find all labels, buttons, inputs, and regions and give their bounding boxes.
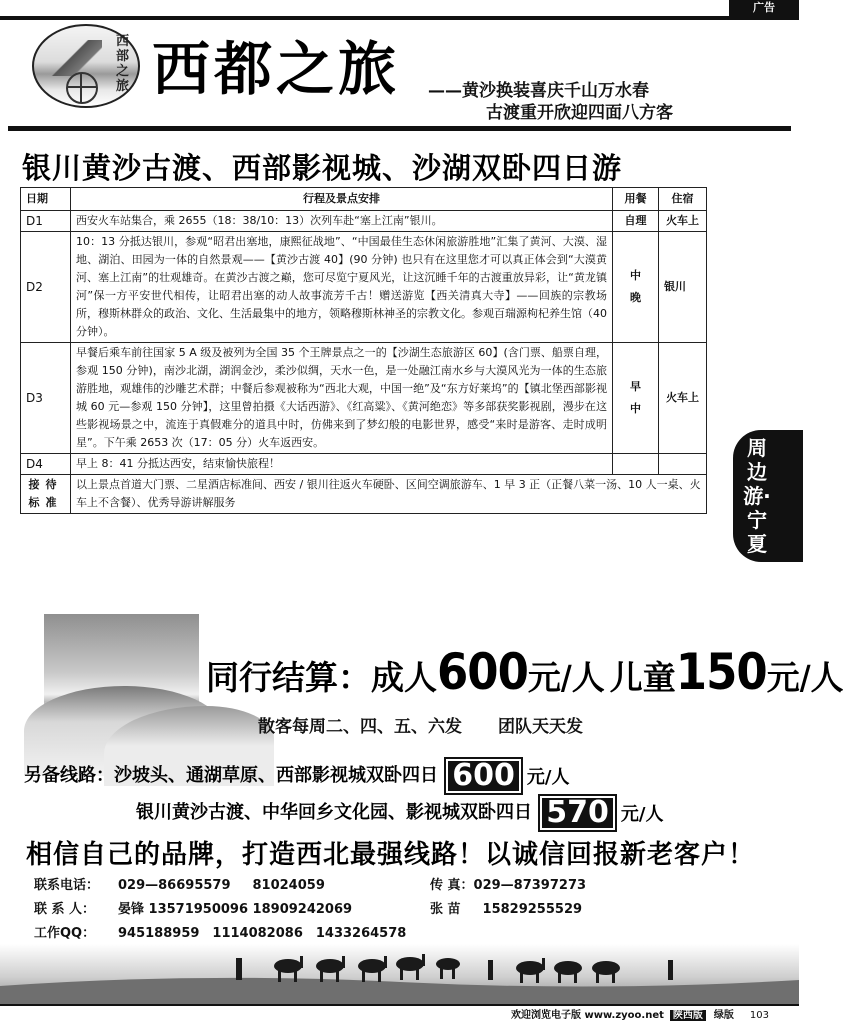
extra-route-1 — [24, 757, 569, 795]
row-day: D2 — [21, 232, 71, 343]
footer-site: 欢迎浏览电子版 www.zyoo.net — [510, 1010, 664, 1021]
service-text: 以上景点首道大门票、二星酒店标准间、西安 / 银川往返火车硬卧、区间空调旅游车、1 早 3 正（正餐八菜一汤、10 人一桌、火车上不含餐）、优秀导游讲解服务 — [71, 475, 707, 514]
phone-1: 029—86695579 — [118, 878, 231, 893]
qq-label: 工作QQ： — [34, 926, 96, 941]
row-day: D1 — [21, 211, 71, 232]
phone-2: 81024059 — [252, 878, 325, 893]
service-label — [21, 475, 71, 514]
qq-numbers: 945188959 1114082086 1433264578 — [118, 926, 407, 941]
service-row — [21, 475, 707, 514]
row-meal — [613, 232, 659, 343]
tagline-line2: 古渡重开欣迎四面八方客 — [486, 103, 673, 123]
header-meal: 用餐 — [613, 188, 659, 211]
departure-schedule: 散客每周二、四、五、六发 — [258, 717, 462, 737]
row-plan: 10：13 分抵达银川，参观“昭君出塞地，康熙征战地”、“中国最佳生态休闲旅游胜地”汇集了黄河、大漠、湿地、湖泊、田园为一体的自然景观——【黄沙古渡 40】(90 分钟) 也只有在这里您才可以真正体会到“大漠黄河、塞上江南”的壮观雄奇。在黄沙古渡之巅，您可尽览宁夏风光，让这沉睡千年的古渡重放异彩，让“黄龙镇河”保一方平安世代相传，让昭君出塞的动人故事流芳千古！赠送游览【西关清真大寺】——回族的宗教场所，穆斯林群众的政治、文化、生活最集中的地方，领略穆斯林神圣的宗教文化。参观百瑞源枸杞养生馆（40 分钟）。 — [71, 232, 613, 343]
fax-label: 传 真： — [430, 878, 474, 893]
caravan-silhouette — [0, 884, 799, 1004]
route1-price: 600 — [444, 757, 523, 795]
row-meal: 自理 — [613, 211, 659, 232]
table-row — [21, 343, 707, 454]
footer-edition: 绿版 — [713, 1010, 734, 1021]
table-row — [21, 211, 707, 232]
row-meal — [613, 454, 659, 475]
route2-name: 银川黄沙古渡、中华回乡文化园、影视城双卧四日 — [136, 802, 532, 823]
row-meal — [613, 343, 659, 454]
child-price: 150 — [675, 643, 767, 701]
price-line — [206, 640, 844, 716]
route1-name: 沙坡头、通湖草原、西部影视城双卧四日 — [114, 765, 438, 786]
row-stay: 银川 — [659, 232, 707, 343]
route2-price: 570 — [538, 794, 617, 832]
row-plan: 早餐后乘车前往国家 5 A 级及被列为全国 35 个王牌景点之一的【沙湖生态旅游区 60】(含门票、船票自理，参观 150 分钟)，南沙北湖，湖润金沙，柔沙似绸，天水一色，是一处融江南水乡与大漠风光为一体的生态旅游胜地，观雄伟的沙雕艺术群；中餐后参观被称为“西北大观，中国一绝”及“东方好莱坞”的【镇北堡西部影视城 60 元—参观 150 分钟】，这里曾拍摄《大话西游》、《红高粱》、《黄河绝恋》等多部获奖影视剧，漫步在这些影视场景之中，流连于真假难分的道具中时，仿佛来到了梦幻般的电影世界，感受“来时是游客、走时成明星”。下午乘 2653 次（17：05 分）火车返西安。 — [71, 343, 613, 454]
side-tab-label: 周边游·宁夏 — [743, 436, 771, 556]
person-1: 晏锋 13571950096 18909242069 — [118, 902, 353, 917]
adult-price: 600 — [437, 643, 528, 701]
child-label: 儿童 — [609, 658, 676, 697]
row-stay: 火车上 — [659, 211, 707, 232]
top-rule — [0, 16, 799, 20]
row-day: D3 — [21, 343, 71, 454]
tagline-line1: ——黄沙换装喜庆千山万水春 — [428, 81, 649, 101]
service-label-line1: 接待 — [28, 478, 63, 491]
fax-number: 029—87397273 — [473, 878, 587, 893]
row-plan: 西安火车站集合，乘 2655（18：38/10：13）次列车赴“塞上江南”银川。 — [71, 211, 613, 232]
itinerary-table — [20, 187, 707, 514]
row-stay — [659, 454, 707, 475]
route2-unit: 元/人 — [620, 804, 664, 825]
phone-label: 联系电话： — [34, 878, 100, 893]
brand-logo — [32, 24, 140, 108]
row-plan: 早上 8：41 分抵达西安，结束愉快旅程！ — [71, 454, 613, 475]
row-stay: 火车上 — [659, 343, 707, 454]
mountain-icon — [40, 40, 102, 76]
header-stay: 住宿 — [659, 188, 707, 211]
table-row — [21, 232, 707, 343]
header-plan: 行程及景点安排 — [71, 188, 613, 211]
extra-route-2 — [136, 794, 663, 832]
footer-badge: 陕西版 — [670, 1010, 706, 1021]
service-label-line2: 标准 — [28, 496, 63, 509]
departure-info — [258, 712, 583, 737]
route-title: 银川黄沙古渡、西部影视城、沙湖双卧四日游 — [22, 151, 623, 185]
route1-unit: 元/人 — [526, 767, 570, 788]
adult-unit: 元/人 — [527, 658, 605, 697]
extra-routes-label: 另备线路： — [24, 765, 114, 786]
desert-photo — [44, 614, 199, 760]
waterwheel-icon — [66, 72, 98, 104]
logo-text: 西部之旅 — [116, 34, 130, 94]
header-day: 日期 — [21, 188, 71, 211]
meal-vertical-text: 中晚 — [630, 269, 641, 304]
table-row — [21, 454, 707, 475]
person-2-name: 张 苗 — [430, 902, 461, 917]
person-2-phone: 15829255529 — [482, 902, 583, 917]
slogan: 相信自己的品牌，打造西北最强线路！以诚信回报新老客户！ — [26, 840, 756, 870]
meal-vertical-text: 早中 — [630, 380, 641, 415]
person-label: 联 系 人： — [34, 902, 96, 917]
page-number: 103 — [749, 1010, 769, 1021]
child-unit: 元/人 — [766, 658, 844, 697]
group-schedule: 团队天天发 — [498, 717, 583, 737]
header-divider — [8, 126, 791, 131]
price-prefix: 同行结算：成人 — [206, 658, 437, 697]
ad-tag: 广告 — [729, 0, 799, 16]
table-header-row — [21, 188, 707, 211]
footer — [505, 1006, 799, 1021]
brand-title: 西都之旅 — [152, 35, 401, 103]
row-day: D4 — [21, 454, 71, 475]
